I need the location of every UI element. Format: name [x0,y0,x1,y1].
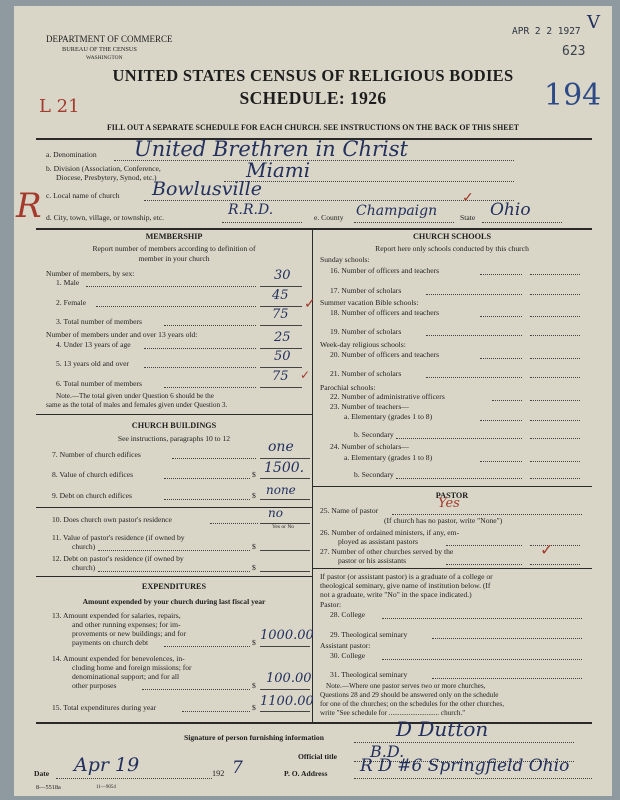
q2-value: 45 [272,288,289,303]
q11-label-2: church) [72,542,96,551]
answer-line [260,325,302,326]
leader-dots [172,458,256,459]
form-title: UNITED STATES CENSUS OF RELIGIOUS BODIES [112,66,514,85]
q7-label: 7. Number of church edifices [52,450,141,459]
dollar-sign: $ [252,563,256,572]
q28-label: 28. College [330,610,366,619]
leader-dots [86,286,256,287]
q14-value: 100.00 [266,671,312,686]
asst-pastor-label: Assistant pastor: [320,641,371,650]
pastor-note-2: Questions 28 and 29 should be answered only on the schedule [320,691,499,699]
year-prefix: 192 [212,769,225,778]
county-value: Champaign [356,203,438,219]
q12-label: 12. Debt on pastor's residence (if owned by [52,554,184,563]
membership-intro: Report number of members according to definition of [92,244,256,253]
q6-label: 6. Total number of members [56,379,143,388]
city-label: d. City, town, village, or township, etc. [46,213,165,222]
leader-dots [164,499,250,500]
q20-label: 20. Number of officers and teachers [330,350,440,359]
dollar-sign: $ [252,542,256,551]
answer-line [530,564,580,565]
q23-label: 23. Number of teachers— [330,402,409,411]
leader-dots [164,325,256,326]
pastor-note-3: for one of the churches; on the schedules for the other churches, [320,700,505,708]
answer-line [382,618,582,619]
leader-dots [426,377,522,378]
weekday-header: Week-day religious schools: [320,340,406,349]
answer-line [260,550,310,551]
q9-value: none [266,483,296,497]
state-value: Ohio [490,200,531,220]
leader-dots [144,367,256,368]
answer-line [260,711,310,712]
department-label: DEPARTMENT OF COMMERCE [46,34,173,44]
q14-label-4: other purposes [72,681,117,690]
sex-header: Number of members, by sex: [46,269,135,278]
leader-dots [480,420,522,421]
pastor-heading: PASTOR [435,491,469,500]
official-title-label: Official title [298,752,338,761]
q5-value: 50 [274,349,291,364]
q31-label: 31. Theological seminary [330,670,408,679]
division-label-2: Diocese, Presbytery, Synod, etc.) [56,173,157,182]
red-check-mark: ✓ [462,190,474,206]
leader-dots [426,335,522,336]
q15-value: 1100.00 [260,694,314,709]
red-check-mark: ✓ [304,296,316,312]
red-check-mark: ✓ [300,368,311,382]
handwritten-number: 194 [544,78,602,113]
q2-label: 2. Female [56,298,86,307]
leader-dots [480,358,522,359]
graduate-info-3: not a graduate, write "No" in the space indicated.) [320,590,472,599]
answer-line [56,778,212,779]
answer-line [432,678,582,679]
date-label: Date [34,769,50,778]
answer-line [530,400,580,401]
answer-line [432,638,582,639]
stamp-number: 623 [562,44,586,59]
q18-label: 18. Number of officers and teachers [330,308,440,317]
dollar-sign: $ [252,681,256,690]
graduate-info: If pastor (or assistant pastor) is a graduate of a college or [320,572,493,581]
q26-label: 26. Number of ordained ministers, if any, em- [320,528,460,537]
leader-dots [182,711,250,712]
handwritten-r-mark: R [16,186,42,226]
answer-line [382,659,582,660]
expenditures-intro: Amount expended by your church during last fiscal year [82,597,266,606]
local-name-label: c. Local name of church [46,191,120,200]
yes-no-hint: Yes or No [272,524,295,530]
schools-intro: Report here only schools conducted by this church [375,244,529,253]
q24a-label: a. Elementary (grades 1 to 8) [344,453,433,462]
q19-label: 19. Number of scholars [330,327,402,336]
q7-value: one [268,439,294,455]
q29-label: 29. Theological seminary [330,630,408,639]
dollar-sign: $ [252,703,256,712]
signature-label: Signature of person furnishing information [184,733,324,742]
divider [36,722,592,724]
age-header: Number of members under and over 13 years old: [46,330,198,339]
membership-intro-2: member in your church [138,254,210,263]
q23a-label: a. Elementary (grades 1 to 8) [344,412,433,421]
answer-line [354,778,592,779]
instruction-banner: FILL OUT A SEPARATE SCHEDULE FOR EACH CHURCH. SEE INSTRUCTIONS ON THE BACK OF THIS SHEET [106,123,520,132]
q30-label: 30. College [330,651,366,660]
q25-value: Yes [438,496,460,511]
answer-line [260,367,302,368]
q23b-label: b. Secondary [354,430,394,439]
bureau-label: BUREAU OF THE CENSUS [62,46,137,53]
q1-label: 1. Male [56,278,80,287]
q14-label: 14. Amount expended for benevolences, in- [52,654,185,663]
leader-dots [164,646,250,647]
q16-label: 16. Number of officers and teachers [330,266,440,275]
answer-line [530,358,580,359]
leader-dots [480,461,522,462]
sunday-header: Sunday schools: [320,255,370,264]
q14-label-2: cluding home and foreign missions; for [72,663,192,672]
leader-dots [396,478,522,479]
answer-line [530,316,580,317]
q8-label: 8. Value of church edifices [52,470,134,479]
membership-note: Note.—The total given under Question 6 should be the [56,392,214,400]
form-number: 8—5518a [36,784,61,791]
field-line [222,222,302,223]
signature-value: D Dutton [396,717,489,741]
answer-line [530,478,580,479]
answer-line [260,689,310,690]
q13-value: 1000.00 [260,628,314,643]
dollar-sign: $ [252,491,256,500]
leader-dots [480,316,522,317]
answer-line [260,387,302,388]
leader-dots [96,306,256,307]
denomination-value: United Brethren in Christ [134,137,408,161]
graduate-info-2: theological seminary, give name of institution below. (If [320,581,491,590]
answer-line [530,335,580,336]
q14-label-3: denominational support; and for all [72,672,180,681]
field-line [144,200,514,201]
city-value: R.R.D. [228,202,274,218]
divider [312,486,592,487]
q27-label-2: pastor or his assistants [338,556,407,565]
q6-value: 75 [272,369,289,384]
q22-label: 22. Number of administrative officers [330,392,445,401]
dollar-sign: $ [252,638,256,647]
po-address-value: R D #6 Springfield Ohio [360,756,570,776]
received-date-stamp: APR 2 2 1927 [512,26,581,37]
q3-value: 75 [272,307,289,322]
q26-label-2: ployed as assistant pastors [338,537,418,546]
dollar-sign: $ [252,470,256,479]
leader-dots [210,523,258,524]
q10-label: 10. Does church own pastor's residence [52,515,172,524]
q4-value: 25 [274,330,291,345]
answer-line [530,294,580,295]
q12-label-2: church) [72,563,96,572]
answer-line [260,478,310,479]
answer-line [530,377,580,378]
pastor-note-4: write "See schedule for ............................ church." [320,709,466,717]
q11-label: 11. Value of pastor's residence (if owned by [52,533,185,542]
leader-dots [98,571,250,572]
leader-dots [480,274,522,275]
q21-label: 21. Number of scholars [330,369,402,378]
q4-label: 4. Under 13 years of age [56,340,131,349]
answer-line [260,571,310,572]
form-number-2: 11—9054 [96,785,116,790]
summer-header: Summer vacation Bible schools: [320,298,419,307]
q13-label-4: payments on church debt [72,638,149,647]
leader-dots [98,550,250,551]
field-line [482,222,562,223]
leader-dots [164,478,250,479]
q3-label: 3. Total number of members [56,317,143,326]
q1-value: 30 [274,268,291,283]
q13-label-3: provements or new buildings; and for [72,629,187,638]
q9-label: 9. Debt on church edifices [52,491,132,500]
po-address-label: P. O. Address [284,769,328,778]
q10-value: no [268,506,283,520]
answer-line [392,514,582,515]
divider [36,576,312,577]
county-label: e. County [314,213,344,222]
year-value: 7 [232,758,243,778]
city-label: WASHINGTON [86,55,123,61]
leader-dots [144,348,256,349]
leader-dots [446,545,522,546]
q27-label: 27. Number of other churches served by the [320,547,454,556]
membership-heading: MEMBERSHIP [145,232,203,241]
red-check-mark: ✓ [540,540,554,559]
schools-heading: CHURCH SCHOOLS [412,232,492,241]
q8-value: 1500. [264,460,305,476]
handwritten-left-mark: L 21 [39,96,80,117]
q5-label: 5. 13 years old and over [56,359,129,368]
buildings-heading: CHURCH BUILDINGS [131,421,217,430]
schedule-title: SCHEDULE: 1926 [239,88,387,108]
divider [36,414,312,415]
state-label: State [460,213,476,222]
pastor-note: Note.—Where one pastor serves two or more churches, [326,682,486,690]
census-schedule-page [14,6,612,796]
answer-line [530,420,580,421]
field-line [354,222,454,223]
pastor-label: Pastor: [320,600,342,609]
q24-label: 24. Number of scholars— [330,442,409,451]
leader-dots [492,400,522,401]
answer-line [530,545,580,546]
answer-line [530,438,580,439]
division-label: b. Division (Association, Conference, [46,164,161,173]
q25-note: (If church has no pastor, write "None") [384,516,503,525]
q25-label: 25. Name of pastor [320,506,379,515]
answer-line [260,646,310,647]
q13-label: 13. Amount expended for salaries, repairs, [52,611,181,620]
leader-dots [164,387,256,388]
buildings-intro: See instructions, paragraphs 10 to 12 [117,434,231,443]
leader-dots [142,689,250,690]
membership-note-2: same as the total of males and females given under Question 3. [46,401,228,409]
answer-line [530,274,580,275]
q13-label-2: and other running expenses; for im- [72,620,181,629]
answer-line [260,286,302,287]
official-title-value: B.D. [370,742,405,761]
local-name-value: Bowlusville [152,178,262,200]
q24b-label: b. Secondary [354,470,394,479]
leader-dots [396,438,522,439]
check-mark: V [587,12,600,33]
answer-line [530,461,580,462]
parochial-header: Parochial schools: [320,383,376,392]
q15-label: 15. Total expenditures during year [52,703,157,712]
q17-label: 17. Number of scholars [330,286,402,295]
divider [36,228,592,230]
division-value: Miami [246,158,311,182]
divider [312,568,592,569]
denomination-label: a. Denomination [46,150,97,159]
date-value: Apr 19 [74,754,140,776]
answer-line [260,458,310,459]
leader-dots [446,564,522,565]
answer-line [260,499,310,500]
expenditures-heading: EXPENDITURES [141,582,207,591]
leader-dots [426,294,522,295]
